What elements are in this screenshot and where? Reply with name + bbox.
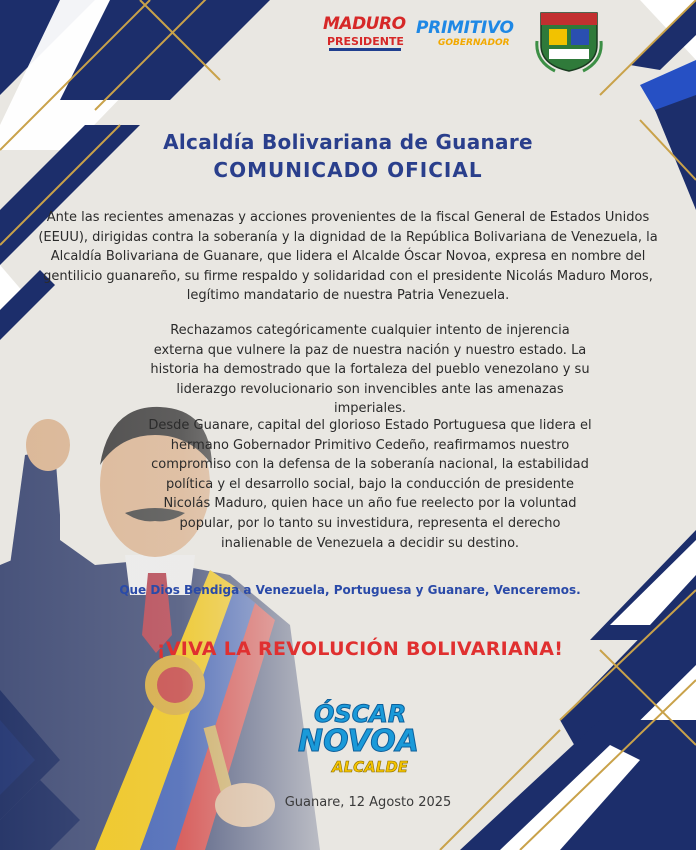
oscar-logo-text: ÓSCAR <box>314 700 407 728</box>
primitivo-gobernador-logo <box>416 18 530 56</box>
document-type-title: COMUNICADO OFICIAL <box>213 158 483 182</box>
revolution-slogan: ¡VIVA LA REVOLUCIÓN BOLIVARIANA! <box>156 638 564 660</box>
alcalde-logo-text: ALCALDE <box>332 758 409 776</box>
gobernador-logo-text: GOBERNADOR <box>438 38 510 48</box>
paragraph-3: Desde Guanare, capital del glorioso Estado Portuguesa que lidera el hermano Gobernador Primitivo Cedeño, reafirmamos nuestro compromiso con la defensa de la soberanía nacional, la estabilidad política y el desarrollo social, bajo la conducción de presidente Nicolás Maduro, quien hace un año fue reelecto por la voluntad popular, por lo tanto su investidura, representa el derecho inalienable de Venezuela a decidir su destino. <box>148 418 592 551</box>
maduro-presidente-logo <box>323 14 407 54</box>
novoa-logo-text: NOVOA <box>298 724 419 759</box>
logo-underline <box>329 48 401 51</box>
blessing-text: Que Dios Bendiga a Venezuela, Portuguesa y Guanare, Venceremos. <box>119 583 581 597</box>
oscar-novoa-alcalde-logo <box>296 700 436 780</box>
primitivo-logo-text: PRIMITIVO <box>416 18 514 38</box>
paragraph-1: Ante las recientes amenazas y acciones provenientes de la fiscal General de Estados Unidos (EEUU), dirigidas contra la soberanía y la dignidad de la República Bolivariana de Venezuela, la Alcaldía Bolivariana de Guanare, que lidera el Alcalde Óscar Novoa, expresa en nombre del gentilicio guanareño, su firme respaldo y solidaridad con el presidente Nicolás Maduro Moros, legítimo mandatario de nuestra Patria Venezuela. <box>38 210 658 304</box>
institution-title: Alcaldía Bolivariana de Guanare <box>163 130 533 154</box>
paragraph-2: Rechazamos categóricamente cualquier intento de injerencia externa que vulnere la paz de nuestra nación y nuestro estado. La historia ha demostrado que la fortaleza del pueblo venezolano y su liderazgo revolucionario son invencibles ante las amenazas imperiales. <box>150 323 590 417</box>
maduro-logo-text: MADURO <box>323 14 406 34</box>
presidente-logo-text: PRESIDENTE <box>327 35 404 48</box>
communique-header <box>0 130 696 182</box>
dateline: Guanare, 12 Agosto 2025 <box>284 795 452 810</box>
municipal-coat-of-arms-icon <box>535 5 603 73</box>
